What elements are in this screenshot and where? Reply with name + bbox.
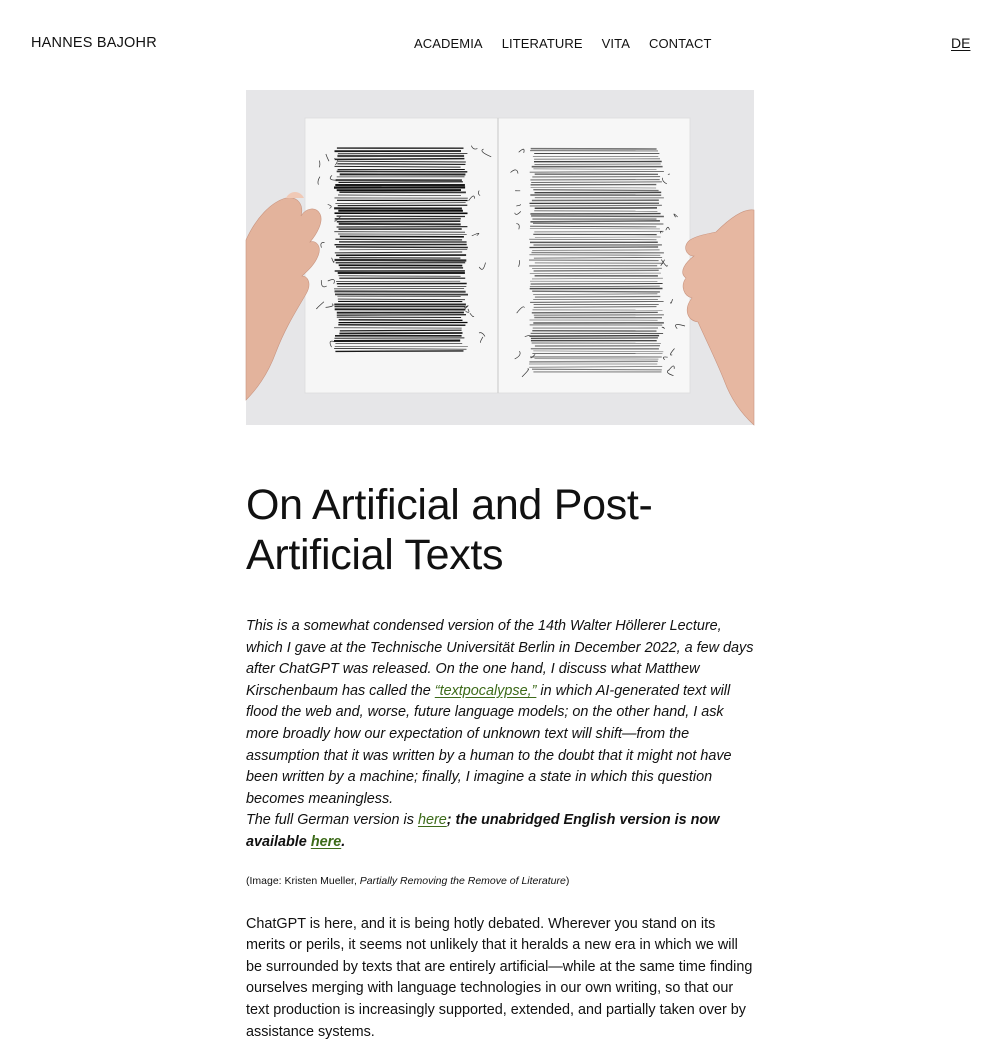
english-version-text: the unabridged English version is now available	[246, 812, 719, 850]
scribble-line	[335, 351, 463, 352]
scribble-line	[335, 239, 462, 240]
main-nav	[414, 36, 712, 51]
article-body-paragraph: ChatGPT is here, and it is being hotly debated. Wherever you stand on its merits or perils, it seems not unlikely that it heralds a new era in which we will be surrounded by texts that are entirely artificial—while at the same time finding ourselves merging with language technologies in our own writing, so that our text production is increasingly supported, extended, and partially taken over by assistance systems.	[246, 914, 756, 1043]
nav-item-literature[interactable]: LITERATURE	[502, 36, 583, 51]
caption-work-title: Partially Removing the Remove of Literature	[360, 875, 566, 887]
image-caption	[246, 874, 756, 888]
scribble-line	[340, 330, 462, 331]
textpocalypse-link[interactable]: “textpocalypse,”	[435, 683, 537, 699]
article-intro	[246, 616, 756, 854]
scribble-line	[531, 284, 663, 285]
german-version-text: The full German version is	[246, 812, 418, 828]
german-version-link[interactable]: here	[418, 812, 447, 828]
scribble-line	[529, 336, 659, 337]
scribble-line	[338, 325, 465, 326]
nav-item-contact[interactable]: CONTACT	[649, 36, 712, 51]
scribble-line	[529, 361, 657, 362]
scribble-line	[337, 164, 465, 165]
scribble-line	[339, 258, 460, 259]
site-title-link[interactable]: HANNES BAJOHR	[31, 35, 157, 51]
scribble-line	[339, 320, 463, 321]
scribble-line	[339, 333, 462, 334]
english-version-period: .	[341, 834, 345, 850]
scribble-line	[335, 159, 465, 160]
book-photo-image	[246, 90, 754, 425]
nav-item-vita[interactable]: VITA	[602, 36, 630, 51]
scribble-line	[532, 369, 662, 370]
scribble-line	[534, 231, 663, 232]
scribble-line	[531, 182, 662, 183]
scribble-line	[535, 359, 659, 360]
scribble-line	[337, 221, 461, 222]
scribble-line	[339, 276, 461, 277]
nav-item-academia[interactable]: ACADEMIA	[414, 36, 483, 51]
scribble-line	[532, 291, 660, 292]
english-version-link[interactable]: here	[311, 834, 341, 850]
scribble-line	[534, 270, 659, 271]
scribble-line	[531, 188, 657, 189]
scribble-line	[530, 273, 661, 274]
intro-text: This is a somewhat condensed version of the 14th Walter Höllerer Lecture, which I gave at the Technische Universität Berlin in December 2022, a few days after ChatGPT was released. On the one hand, I discuss what Matthew Kirschenbaum has called the	[246, 618, 753, 699]
hero-image	[246, 90, 754, 425]
scribble-line	[533, 190, 658, 191]
scribble-line	[334, 232, 465, 233]
scribble-line	[531, 216, 664, 217]
scribble-line	[334, 288, 464, 289]
intro-text-continued: in which AI-generated text will flood the web and, worse, future language models; on the other hand, I ask more broadly how our expectation of unknown text will shift—from the assumption that it was written by a human to the doubt that it might not have been written by a machine; finally, I imagine a state in which this question becomes meaningless.	[246, 683, 732, 807]
scribble-line	[337, 315, 466, 316]
semicolon: ;	[447, 812, 452, 828]
scribble-line	[530, 247, 659, 248]
scribble-line	[339, 224, 461, 225]
scribble-line	[336, 247, 468, 248]
language-switch-link[interactable]: DE	[951, 35, 970, 51]
article-title: On Artificial and Post-Artificial Texts	[246, 480, 756, 580]
scribble-line	[339, 182, 463, 183]
scribble-line	[531, 338, 658, 339]
scribble-line	[529, 260, 659, 261]
scribble-line	[530, 221, 660, 222]
scribble-line	[533, 223, 663, 224]
article	[246, 480, 756, 1043]
scribble-line	[335, 260, 467, 261]
caption-suffix: )	[566, 875, 570, 887]
scribble-line	[530, 205, 662, 206]
caption-prefix: (Image: Kristen Mueller,	[246, 875, 360, 887]
scribble-line	[535, 297, 660, 298]
